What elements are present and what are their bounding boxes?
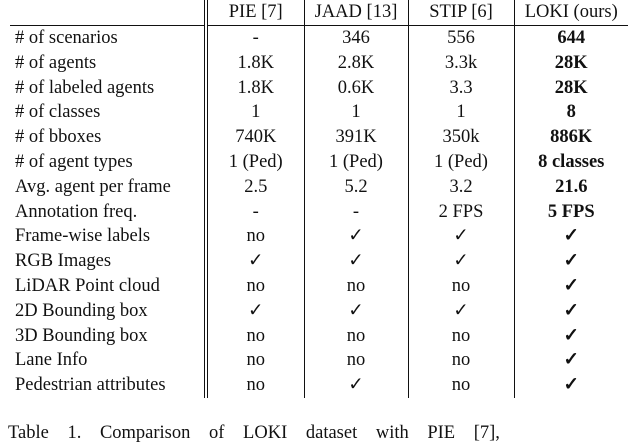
pie-value: no (246, 350, 265, 371)
stip-value: 3.2 (408, 175, 514, 200)
header-cell-loki: LOKI (ours) (514, 0, 628, 25)
row-label: Pedestrian attributes (10, 373, 206, 398)
table-row (10, 125, 628, 150)
header-cell-corner (10, 0, 206, 25)
pie-value: 1.8K (237, 77, 274, 98)
table-row (10, 25, 628, 50)
pie-value: no (246, 325, 265, 346)
stip-value: ✓ (408, 249, 514, 274)
stip-value: ✓ (408, 299, 514, 324)
jaad-value: 1 (304, 100, 408, 125)
table-row (10, 373, 628, 398)
jaad-value: no (304, 274, 408, 299)
table-row (10, 51, 628, 76)
loki-value: 5 FPS (514, 199, 628, 224)
table-row (10, 224, 628, 249)
loki-value: ✓ (514, 323, 628, 348)
loki-value: ✓ (514, 373, 628, 398)
row-label: # of agent types (10, 150, 206, 175)
jaad-value: - (304, 199, 408, 224)
pie-value: no (246, 375, 265, 396)
table-row (10, 323, 628, 348)
jaad-value: 2.8K (304, 51, 408, 76)
table-row (10, 199, 628, 224)
loki-value: ✓ (514, 249, 628, 274)
stip-value: 1 (Ped) (408, 150, 514, 175)
pie-value: 1 (251, 102, 261, 123)
row-label: Avg. agent per frame (10, 175, 206, 200)
table-row (10, 150, 628, 175)
pie-value: ✓ (247, 251, 264, 272)
header-row (10, 0, 628, 25)
jaad-value: ✓ (304, 299, 408, 324)
loki-value: 886K (514, 125, 628, 150)
loki-value: 8 classes (514, 150, 628, 175)
row-label: # of bboxes (10, 125, 206, 150)
jaad-value: 5.2 (304, 175, 408, 200)
stip-value: no (408, 348, 514, 373)
pie-value: 1 (Ped) (228, 151, 283, 172)
row-label: # of classes (10, 100, 206, 125)
jaad-value: 1 (Ped) (304, 150, 408, 175)
loki-value: 28K (514, 51, 628, 76)
pie-value: - (252, 27, 259, 48)
table-row (10, 100, 628, 125)
table-row (10, 175, 628, 200)
pie-value: 1.8K (237, 52, 274, 73)
row-label: Frame-wise labels (10, 224, 206, 249)
header-cell-jaad: JAAD [13] (304, 0, 408, 25)
loki-value: 644 (514, 25, 628, 50)
loki-value: ✓ (514, 224, 628, 249)
row-label: RGB Images (10, 249, 206, 274)
stip-value: 1 (408, 100, 514, 125)
loki-value: 21.6 (514, 175, 628, 200)
row-label: 3D Bounding box (10, 323, 206, 348)
loki-value: 8 (514, 100, 628, 125)
stip-value: 3.3 (408, 75, 514, 100)
table-row (10, 348, 628, 373)
row-label: Annotation freq. (10, 199, 206, 224)
jaad-value: 346 (304, 25, 408, 50)
comparison-table (10, 0, 628, 398)
jaad-value: no (304, 323, 408, 348)
row-label: # of scenarios (10, 25, 206, 50)
table-row (10, 75, 628, 100)
jaad-value: no (304, 348, 408, 373)
header-cell-pie: PIE [7] (206, 0, 304, 25)
pie-value: ✓ (247, 300, 264, 321)
stip-value: ✓ (408, 224, 514, 249)
loki-value: ✓ (514, 299, 628, 324)
loki-value: 28K (514, 75, 628, 100)
stip-value: no (408, 274, 514, 299)
stip-value: 3.3k (408, 51, 514, 76)
row-label: LiDAR Point cloud (10, 274, 206, 299)
row-label: # of labeled agents (10, 75, 206, 100)
pie-value: no (246, 226, 265, 247)
jaad-value: ✓ (304, 224, 408, 249)
jaad-value: ✓ (304, 373, 408, 398)
table-row (10, 249, 628, 274)
table-row (10, 274, 628, 299)
pie-value: no (246, 275, 265, 296)
table-row (10, 299, 628, 324)
jaad-value: 391K (304, 125, 408, 150)
loki-value: ✓ (514, 348, 628, 373)
stip-value: 556 (408, 25, 514, 50)
row-label: Lane Info (10, 348, 206, 373)
row-label: 2D Bounding box (10, 299, 206, 324)
pie-value: - (252, 201, 259, 222)
stip-value: no (408, 373, 514, 398)
stip-value: 350k (408, 125, 514, 150)
pie-value: 740K (235, 127, 277, 148)
jaad-value: ✓ (304, 249, 408, 274)
row-label: # of agents (10, 51, 206, 76)
header-cell-stip: STIP [6] (408, 0, 514, 25)
stip-value: no (408, 323, 514, 348)
table-caption: Table 1. Comparison of LOKI dataset with PIE [7], (8, 423, 500, 443)
stip-value: 2 FPS (408, 199, 514, 224)
jaad-value: 0.6K (304, 75, 408, 100)
loki-value: ✓ (514, 274, 628, 299)
pie-value: 2.5 (244, 176, 268, 197)
